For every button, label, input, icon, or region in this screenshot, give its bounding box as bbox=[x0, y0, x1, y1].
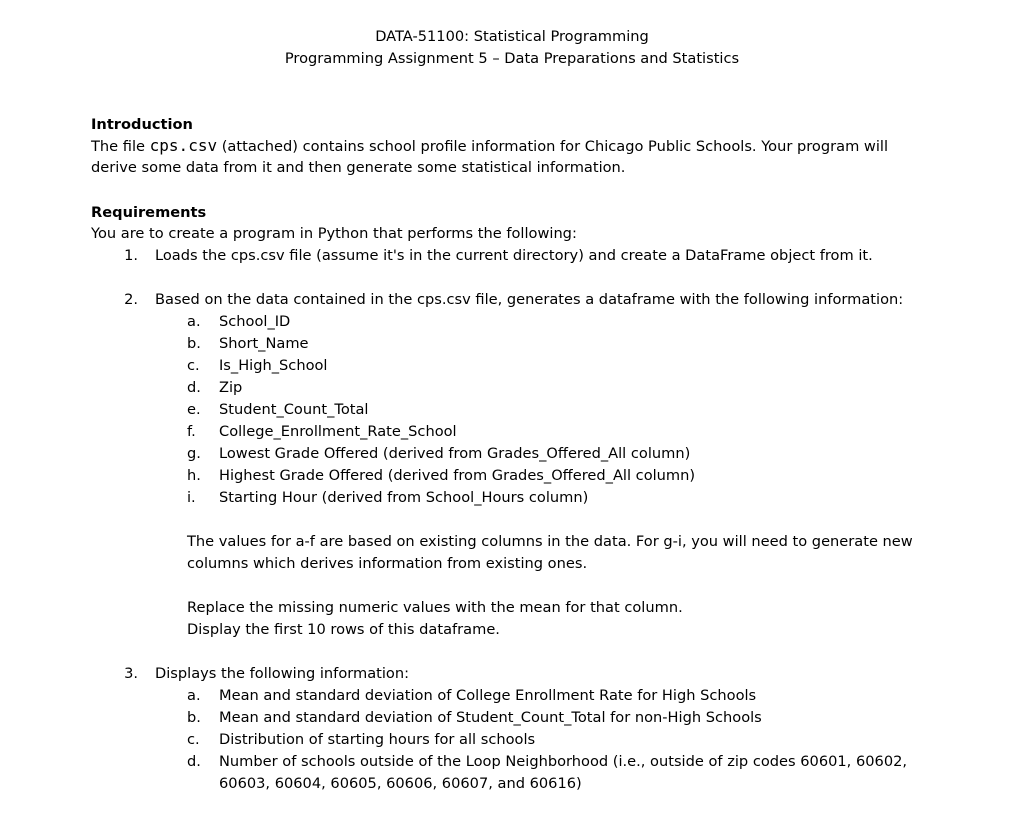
sub-letter: c. bbox=[187, 731, 200, 748]
sub-letter: f. bbox=[187, 423, 196, 440]
sub-letter: a. bbox=[187, 687, 201, 704]
sub-letter: g. bbox=[187, 445, 201, 462]
course-title: DATA-51100: Statistical Programming bbox=[375, 28, 649, 45]
sub-item-short-name: Short_Name bbox=[219, 335, 309, 352]
item-1-number: 1. bbox=[124, 247, 138, 264]
item-2-paragraph-1-line-1: The values for a-f are based on existing columns in the data. For g-i, you will need to generate new bbox=[187, 533, 913, 550]
sub-item-student-count-stats: Mean and standard deviation of Student_Count_Total for non-High Schools bbox=[219, 709, 762, 726]
item-3-number: 3. bbox=[124, 665, 138, 682]
sub-item-school-id: School_ID bbox=[219, 313, 291, 330]
intro-prefix: The file bbox=[91, 138, 150, 155]
item-1-text: Loads the cps.csv file (assume it's in the current directory) and create a DataFrame object from it. bbox=[155, 247, 873, 264]
sub-item-zip: Zip bbox=[219, 379, 243, 396]
filename-code: cps.csv bbox=[149, 136, 218, 155]
sub-item-loop-count: Number of schools outside of the Loop Neighborhood (i.e., outside of zip codes 60601, 60602, bbox=[219, 753, 908, 770]
sub-letter: d. bbox=[187, 753, 201, 770]
sub-letter: e. bbox=[187, 401, 201, 418]
introduction-line-2: derive some data from it and then generate some statistical information. bbox=[91, 159, 626, 176]
requirements-intro: You are to create a program in Python that performs the following: bbox=[91, 225, 577, 242]
sub-item-college-rate-stats: Mean and standard deviation of College Enrollment Rate for High Schools bbox=[219, 687, 757, 704]
item-2-paragraph-1-line-2: columns which derives information from existing ones. bbox=[187, 555, 588, 572]
sub-item-college-enrollment: College_Enrollment_Rate_School bbox=[219, 423, 457, 440]
requirements-heading: Requirements bbox=[91, 204, 207, 221]
sub-letter: i. bbox=[187, 489, 196, 506]
sub-item-is-high-school: Is_High_School bbox=[219, 357, 328, 374]
item-2-text: Based on the data contained in the cps.csv file, generates a dataframe with the following information: bbox=[155, 291, 904, 308]
intro-suffix: (attached) contains school profile information for Chicago Public Schools. Your program will bbox=[217, 138, 889, 155]
introduction-line-1 bbox=[91, 135, 888, 158]
sub-letter: c. bbox=[187, 357, 200, 374]
sub-letter: a. bbox=[187, 313, 201, 330]
sub-item-starting-hour: Starting Hour (derived from School_Hours column) bbox=[219, 489, 589, 506]
sub-item-highest-grade: Highest Grade Offered (derived from Grades_Offered_All column) bbox=[219, 467, 696, 484]
sub-item-loop-count-line-2: 60603, 60604, 60605, 60606, 60607, and 60616) bbox=[219, 775, 582, 792]
item-2-paragraph-2-line-2: Display the first 10 rows of this dataframe. bbox=[187, 621, 500, 638]
introduction-heading: Introduction bbox=[91, 116, 193, 133]
sub-letter: h. bbox=[187, 467, 201, 484]
sub-letter: b. bbox=[187, 709, 201, 726]
assignment-title: Programming Assignment 5 – Data Preparations and Statistics bbox=[284, 50, 740, 67]
sub-letter: b. bbox=[187, 335, 201, 352]
item-2-paragraph-2-line-1: Replace the missing numeric values with the mean for that column. bbox=[187, 599, 683, 616]
sub-item-student-count: Student_Count_Total bbox=[219, 401, 369, 418]
sub-item-lowest-grade: Lowest Grade Offered (derived from Grades_Offered_All column) bbox=[219, 445, 691, 462]
sub-item-hour-distribution: Distribution of starting hours for all schools bbox=[219, 731, 536, 748]
item-3-text: Displays the following information: bbox=[155, 665, 410, 682]
item-2-number: 2. bbox=[124, 291, 138, 308]
sub-letter: d. bbox=[187, 379, 201, 396]
